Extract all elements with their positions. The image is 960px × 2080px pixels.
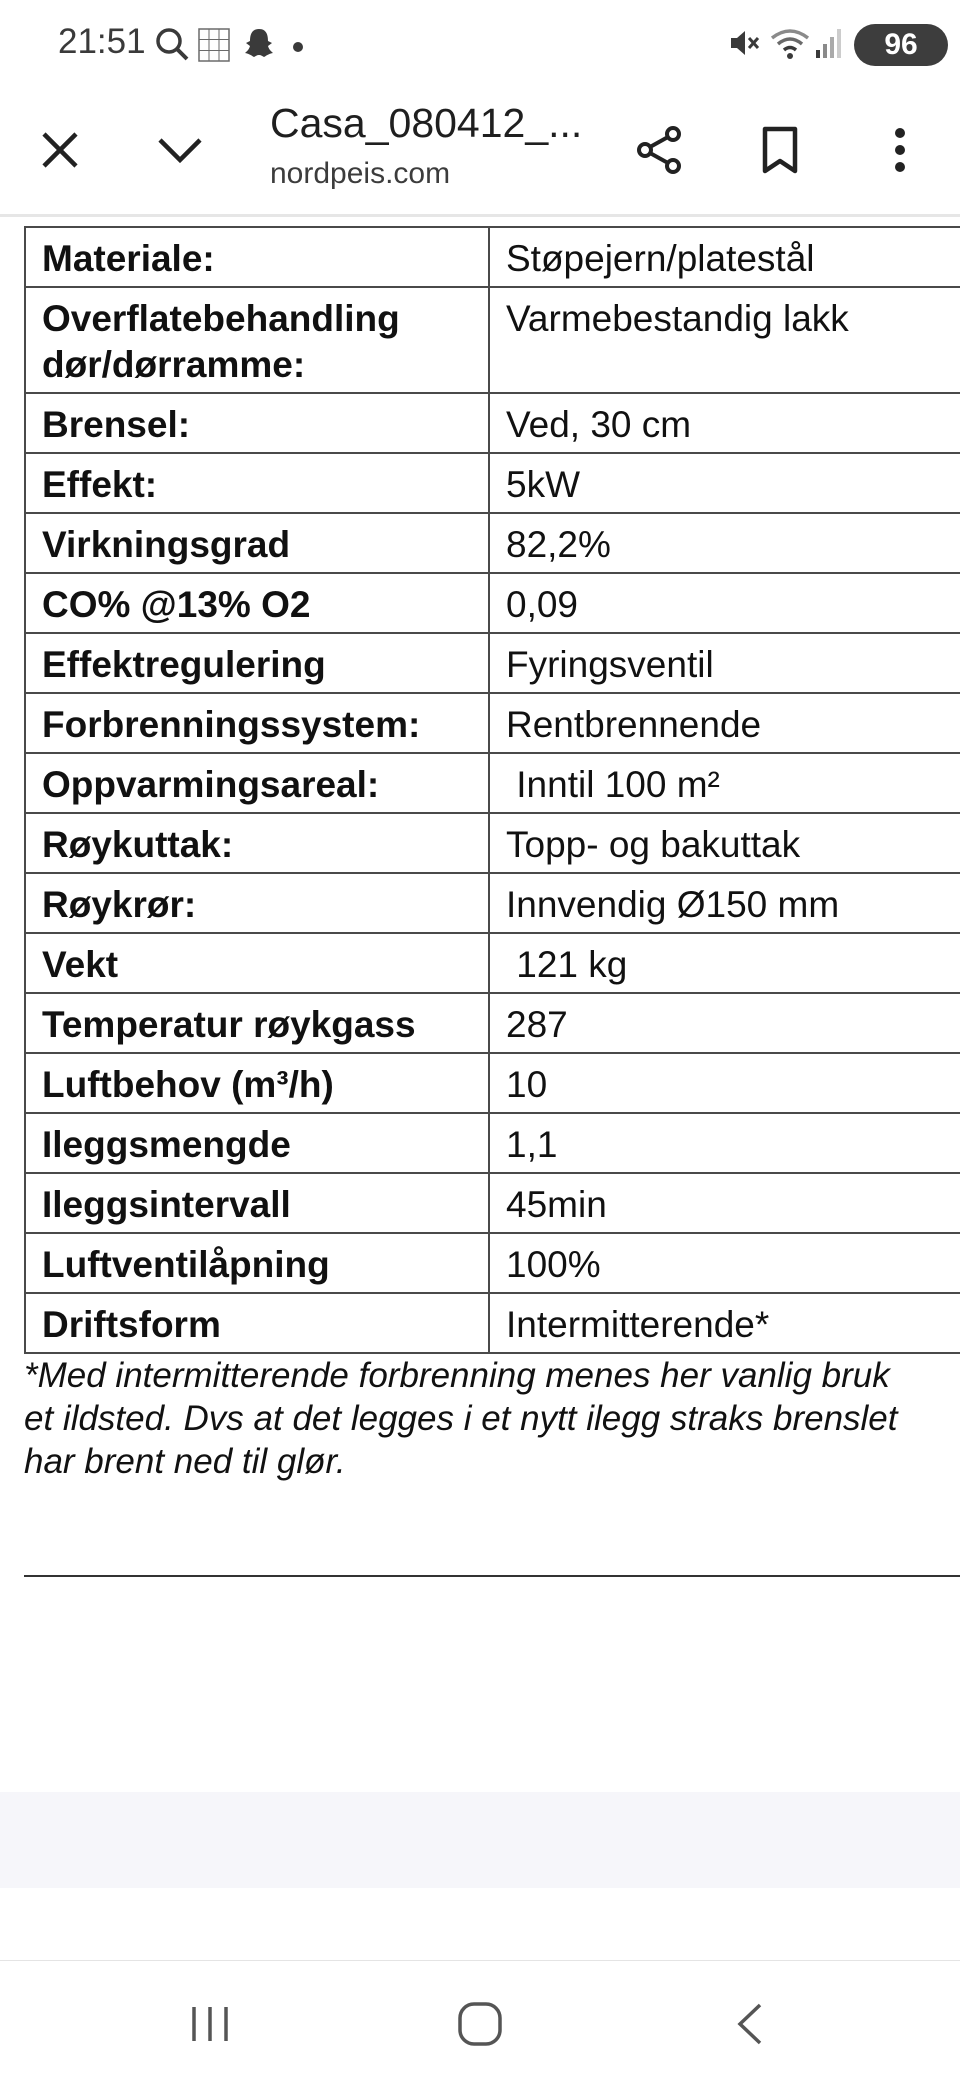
spec-label: Røykuttak: (25, 813, 489, 873)
spec-label: Effektregulering (25, 633, 489, 693)
sudoku-icon (198, 28, 230, 67)
home-icon (457, 2001, 503, 2047)
spec-row (25, 873, 960, 933)
browser-toolbar (0, 90, 960, 214)
spec-row (25, 1173, 960, 1233)
spec-label: Brensel: (25, 393, 489, 453)
spec-label: Forbrenningssystem: (25, 693, 489, 753)
more-options-button[interactable] (860, 110, 940, 190)
spec-row (25, 1113, 960, 1173)
spec-value: 121 kg (489, 933, 960, 993)
page-domain: nordpeis.com (270, 157, 451, 190)
spec-value: 82,2% (489, 513, 960, 573)
navbar-divider (0, 1960, 960, 1961)
spec-value: Støpejern/platestål (489, 227, 960, 287)
chevron-down-icon (156, 135, 204, 165)
spec-value: 45min (489, 1173, 960, 1233)
spec-value: Innvendig Ø150 mm (489, 873, 960, 933)
spec-label: Røykrør: (25, 873, 489, 933)
spec-label: Ileggsmengde (25, 1113, 489, 1173)
spec-label: Temperatur røykgass (25, 993, 489, 1053)
spec-value: 10 (489, 1053, 960, 1113)
status-time: 21:51 (58, 22, 146, 61)
close-icon (38, 128, 82, 172)
system-navbar (0, 1962, 960, 2080)
spec-label: Ileggsintervall (25, 1173, 489, 1233)
spec-label: Luftventilåpning (25, 1233, 489, 1293)
home-button[interactable] (440, 1994, 520, 2054)
bookmark-icon (760, 126, 800, 174)
spec-row (25, 633, 960, 693)
status-bar (0, 0, 960, 90)
horizontal-rule (24, 1575, 960, 1577)
spec-value: Topp- og bakuttak (489, 813, 960, 873)
spec-label: Driftsform (25, 1293, 489, 1353)
spec-row (25, 993, 960, 1053)
spec-value: Inntil 100 m² (489, 753, 960, 813)
search-icon (154, 26, 190, 67)
spec-row (25, 573, 960, 633)
spec-value: 100% (489, 1233, 960, 1293)
recent-apps-icon (189, 2005, 231, 2043)
spec-label: Vekt (25, 933, 489, 993)
spec-label: Virkningsgrad (25, 513, 489, 573)
spec-row (25, 287, 960, 393)
share-icon (635, 125, 685, 175)
page-gap (0, 1792, 960, 1888)
footnote (24, 1354, 960, 1483)
spec-label: Luftbehov (m³/h) (25, 1053, 489, 1113)
spec-value: 5kW (489, 453, 960, 513)
wifi-icon (770, 26, 810, 65)
spec-row (25, 393, 960, 453)
toolbar-divider (0, 214, 960, 217)
spec-label: Materiale: (25, 227, 489, 287)
spec-row (25, 453, 960, 513)
close-button[interactable] (20, 110, 100, 190)
spec-value: 0,09 (489, 573, 960, 633)
spec-row (25, 1233, 960, 1293)
spec-table (24, 226, 960, 1354)
spec-value: 287 (489, 993, 960, 1053)
spec-value: Rentbrennende (489, 693, 960, 753)
spec-value: Ved, 30 cm (489, 393, 960, 453)
spec-value: Fyringsventil (489, 633, 960, 693)
more-icon (893, 126, 907, 174)
spec-value: 1,1 (489, 1113, 960, 1173)
spec-row (25, 753, 960, 813)
signal-icon (814, 26, 844, 65)
spec-value: Varmebestandig lakk (489, 287, 960, 393)
spec-label: Overflatebehandling dør/dørramme: (25, 287, 489, 393)
back-icon (735, 2002, 765, 2046)
spec-row (25, 933, 960, 993)
back-button[interactable] (710, 1994, 790, 2054)
spec-label: CO% @13% O2 (25, 573, 489, 633)
spec-row (25, 1053, 960, 1113)
share-button[interactable] (620, 110, 700, 190)
footnote-line: har brent ned til glør. (24, 1442, 346, 1481)
spec-row (25, 813, 960, 873)
collapse-button[interactable] (140, 110, 220, 190)
spec-label: Oppvarmingsareal: (25, 753, 489, 813)
dot-icon (292, 40, 304, 58)
document-content (24, 226, 960, 1483)
spec-row (25, 1293, 960, 1353)
spec-value: Intermitterende* (489, 1293, 960, 1353)
mute-icon (728, 26, 760, 65)
footnote-line: et ildsted. Dvs at det legges i et nytt ilegg straks brenslet (24, 1399, 898, 1438)
page-title: Casa_080412_... (270, 100, 583, 146)
spec-row (25, 227, 960, 287)
spec-label: Effekt: (25, 453, 489, 513)
snapchat-icon (242, 26, 276, 65)
recent-apps-button[interactable] (170, 1994, 250, 2054)
footnote-line: *Med intermitterende forbrenning menes her vanlig bruk (24, 1356, 890, 1395)
battery-indicator: 96 (854, 24, 948, 66)
bookmark-button[interactable] (740, 110, 820, 190)
spec-row (25, 693, 960, 753)
spec-row (25, 513, 960, 573)
